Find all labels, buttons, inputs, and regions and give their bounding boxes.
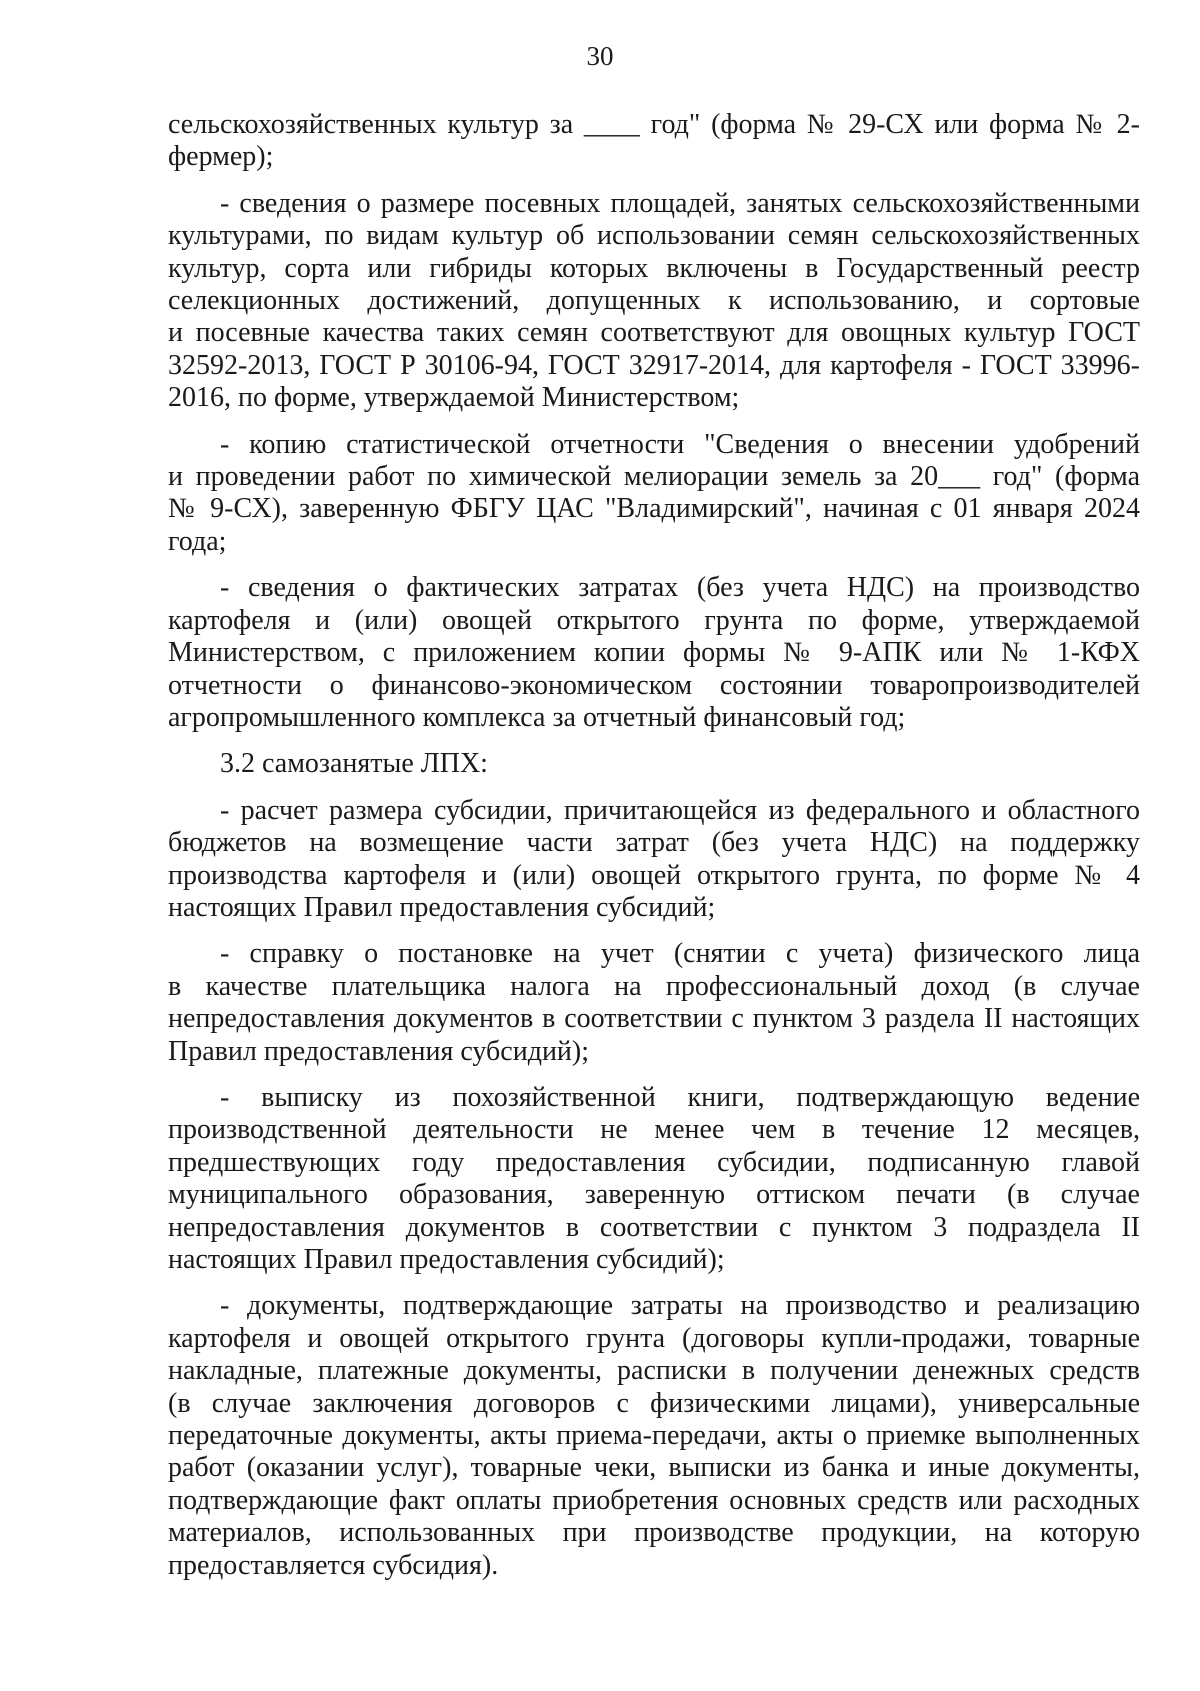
text-line: культур, сорта или гибриды которых включены в Государственный реестр <box>168 252 1140 284</box>
text-line: фермер); <box>168 141 274 173</box>
text-line: - копию статистической отчетности "Сведения о внесении удобрений <box>220 428 1140 460</box>
text-line: и посевные качества таких семян соответствуют для овощных культур ГОСТ <box>168 317 1140 349</box>
text-line: материалов, использованных при производстве продукции, на которую <box>168 1517 1140 1549</box>
text-line: производственной деятельности не менее чем в течение 12 месяцев, <box>168 1114 1140 1146</box>
paragraph <box>168 572 1140 734</box>
text-line: сельскохозяйственных культур за ____ год" (форма № 29-СХ или форма № 2- <box>168 109 1140 140</box>
paragraph <box>168 938 1140 1068</box>
text-line: - выписку из похозяйственной книги, подтверждающую ведение <box>220 1081 1140 1113</box>
text-line: производства картофеля и (или) овощей открытого грунта, по форме № 4 <box>168 859 1140 891</box>
text-line: муниципального образования, заверенную оттиском печати (в случае <box>168 1179 1140 1211</box>
text-line: в качестве плательщика налога на профессиональный доход (в случае <box>168 970 1140 1002</box>
paragraph <box>168 188 1140 415</box>
text-line: года; <box>168 525 227 557</box>
text-line: картофеля и овощей открытого грунта (договоры купли-продажи, товарные <box>168 1322 1140 1354</box>
text-line: Правил предоставления субсидий); <box>168 1035 590 1067</box>
text-line: - документы, подтверждающие затраты на производство и реализацию <box>220 1290 1140 1322</box>
text-line: 3.2 самозанятые ЛПХ: <box>220 748 488 780</box>
page-number: 30 <box>586 41 614 71</box>
text-line: 2016, по форме, утверждаемой Министерством; <box>168 382 740 414</box>
text-line: непредоставления документов в соответствии с пунктом 3 подраздела II <box>168 1211 1140 1243</box>
paragraph <box>168 1290 1140 1582</box>
text-line: работ (оказании услуг), товарные чеки, выписки из банка и иные документы, <box>168 1452 1140 1484</box>
text-line: - сведения о размере посевных площадей, занятых сельскохозяйственными <box>220 187 1140 219</box>
text-line: 32592-2013, ГОСТ Р 30106-94, ГОСТ 32917-2014, для картофеля - ГОСТ 33996- <box>168 349 1140 381</box>
text-line: селекционных достижений, допущенных к использованию, и сортовые <box>168 285 1140 317</box>
paragraph <box>168 429 1140 559</box>
text-line: культурами, по видам культур об использовании семян сельскохозяйственных <box>168 220 1140 252</box>
text-line: передаточные документы, акты приема-передачи, акты о приемке выполненных <box>168 1420 1140 1452</box>
text-line: - справку о постановке на учет (снятии с учета) физического лица <box>220 938 1140 970</box>
text-line: и проведении работ по химической мелиорации земель за 20___ год" (форма <box>168 461 1140 493</box>
text-line: настоящих Правил предоставления субсидий; <box>168 891 716 923</box>
text-line: - расчет размера субсидии, причитающейся из федерального и областного <box>220 794 1140 826</box>
paragraph <box>168 795 1140 925</box>
text-line: бюджетов на возмещение части затрат (без учета НДС) на поддержку <box>168 827 1140 859</box>
text-line: № 9-СХ), заверенную ФБГУ ЦАС "Владимирский", начиная с 01 января 2024 <box>168 493 1140 525</box>
paragraph <box>168 748 1140 780</box>
text-line: непредоставления документов в соответствии с пунктом 3 раздела II настоящих <box>168 1003 1140 1035</box>
text-line: отчетности о финансово-экономическом состоянии товаропроизводителей <box>168 669 1140 701</box>
paragraph <box>168 109 1140 174</box>
document-body <box>168 109 1140 1596</box>
text-line: предоставляется субсидия). <box>168 1549 499 1581</box>
text-line: подтверждающие факт оплаты приобретения основных средств или расходных <box>168 1484 1140 1516</box>
text-line: накладные, платежные документы, расписки в получении денежных средств <box>168 1355 1140 1387</box>
paragraph <box>168 1082 1140 1276</box>
text-line: (в случае заключения договоров с физическими лицами), универсальные <box>168 1387 1140 1419</box>
text-line: Министерством, с приложением копии формы № 9-АПК или № 1-КФХ <box>168 637 1140 669</box>
text-line: настоящих Правил предоставления субсидий); <box>168 1244 725 1275</box>
text-line: картофеля и (или) овощей открытого грунта по форме, утверждаемой <box>168 604 1140 636</box>
text-line: предшествующих году предоставления субсидии, подписанную главой <box>168 1146 1140 1178</box>
text-line: агропромышленного комплекса за отчетный финансовый год; <box>168 701 906 733</box>
text-line: - сведения о фактических затратах (без учета НДС) на производство <box>220 572 1140 604</box>
